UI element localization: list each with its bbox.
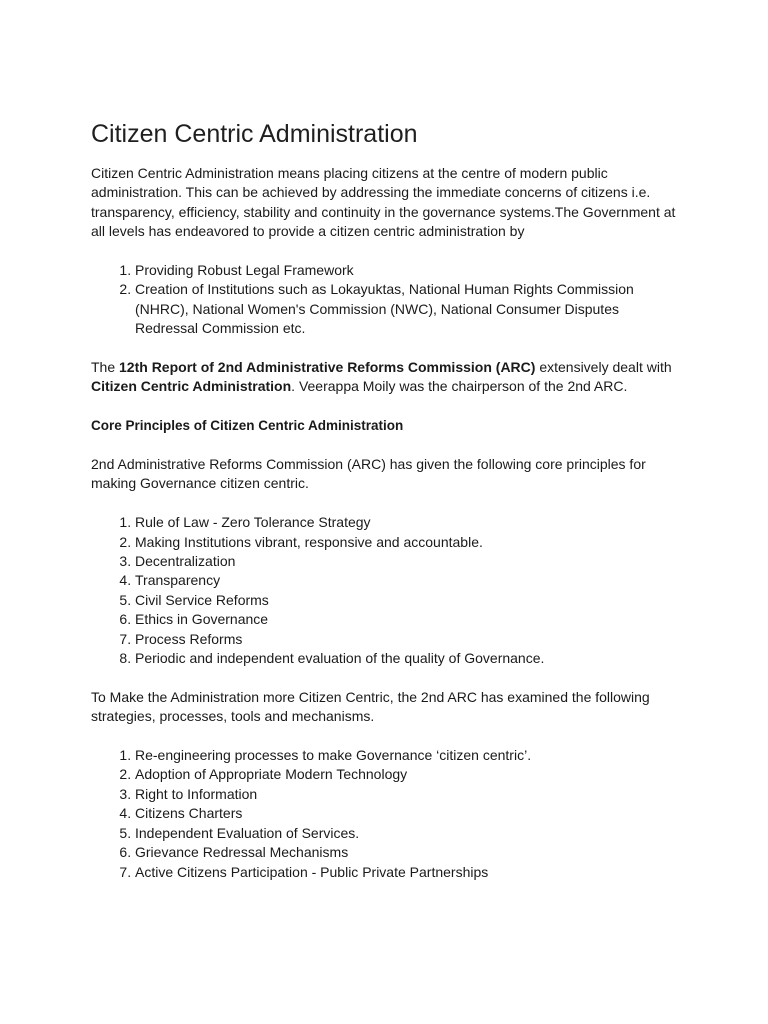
list-item: 1. Providing Robust Legal Framework	[135, 261, 681, 280]
list-item: 5. Independent Evaluation of Services.	[135, 824, 681, 843]
list-item: 2. Making Institutions vibrant, responsive and accountable.	[135, 533, 681, 552]
core-principles-list	[91, 513, 681, 668]
list-item: 1. Rule of Law - Zero Tolerance Strategy	[135, 513, 681, 532]
strategies-list	[91, 746, 681, 882]
list-item: 2. Creation of Institutions such as Lokayuktas, National Human Rights Commission (NHRC), National Women's Commission (NWC), National Consumer Disputes Redressal Commission etc.	[135, 280, 681, 338]
core-intro-paragraph: 2nd Administrative Reforms Commission (ARC) has given the following core principles for making Governance citizen centric.	[91, 456, 646, 492]
list-item: 3. Decentralization	[135, 552, 681, 571]
report-mid: extensively dealt with	[535, 359, 672, 376]
document-content	[91, 118, 681, 901]
list-item: 8. Periodic and independent evaluation of the quality of Governance.	[135, 649, 681, 668]
report-paragraph	[91, 358, 681, 397]
list-item: 3. Right to Information	[135, 785, 681, 804]
strategies-intro-paragraph: To Make the Administration more Citizen Centric, the 2nd ARC has examined the following strategies, processes, tools and mechanisms.	[91, 688, 650, 725]
list-item: 6. Ethics in Governance	[135, 610, 681, 629]
list-item: 7. Active Citizens Participation - Public Private Partnerships	[135, 863, 681, 882]
intro-paragraph: Citizen Centric Administration means placing citizens at the centre of modern public administration. This can be achieved by addressing the immediate concerns of citizens i.e. transparency, efficiency, stability and continuity in the governance systems.The Government at all levels has endeavored to provide a citizen centric administration by	[91, 165, 676, 240]
list-item: 4. Citizens Charters	[135, 804, 681, 823]
report-prefix: The	[91, 359, 120, 376]
report-topic-bold: Citizen Centric Administration	[91, 378, 292, 395]
list-item: 7. Process Reforms	[135, 630, 681, 649]
list-item: 1. Re-engineering processes to make Governance ‘citizen centric’.	[135, 746, 681, 765]
report-title-bold: 12th Report of 2nd Administrative Reforms Commission (ARC)	[119, 359, 536, 376]
framework-list	[91, 261, 681, 339]
page-title: Citizen Centric Administration	[91, 120, 418, 148]
list-item: 2. Adoption of Appropriate Modern Technology	[135, 765, 681, 784]
list-item: 6. Grievance Redressal Mechanisms	[135, 843, 681, 862]
report-suffix: . Veerappa Moily was the chairperson of the 2nd ARC.	[291, 378, 628, 395]
list-item: 5. Civil Service Reforms	[135, 591, 681, 610]
list-item: 4. Transparency	[135, 571, 681, 590]
section-heading: Core Principles of Citizen Centric Administration	[91, 418, 404, 434]
